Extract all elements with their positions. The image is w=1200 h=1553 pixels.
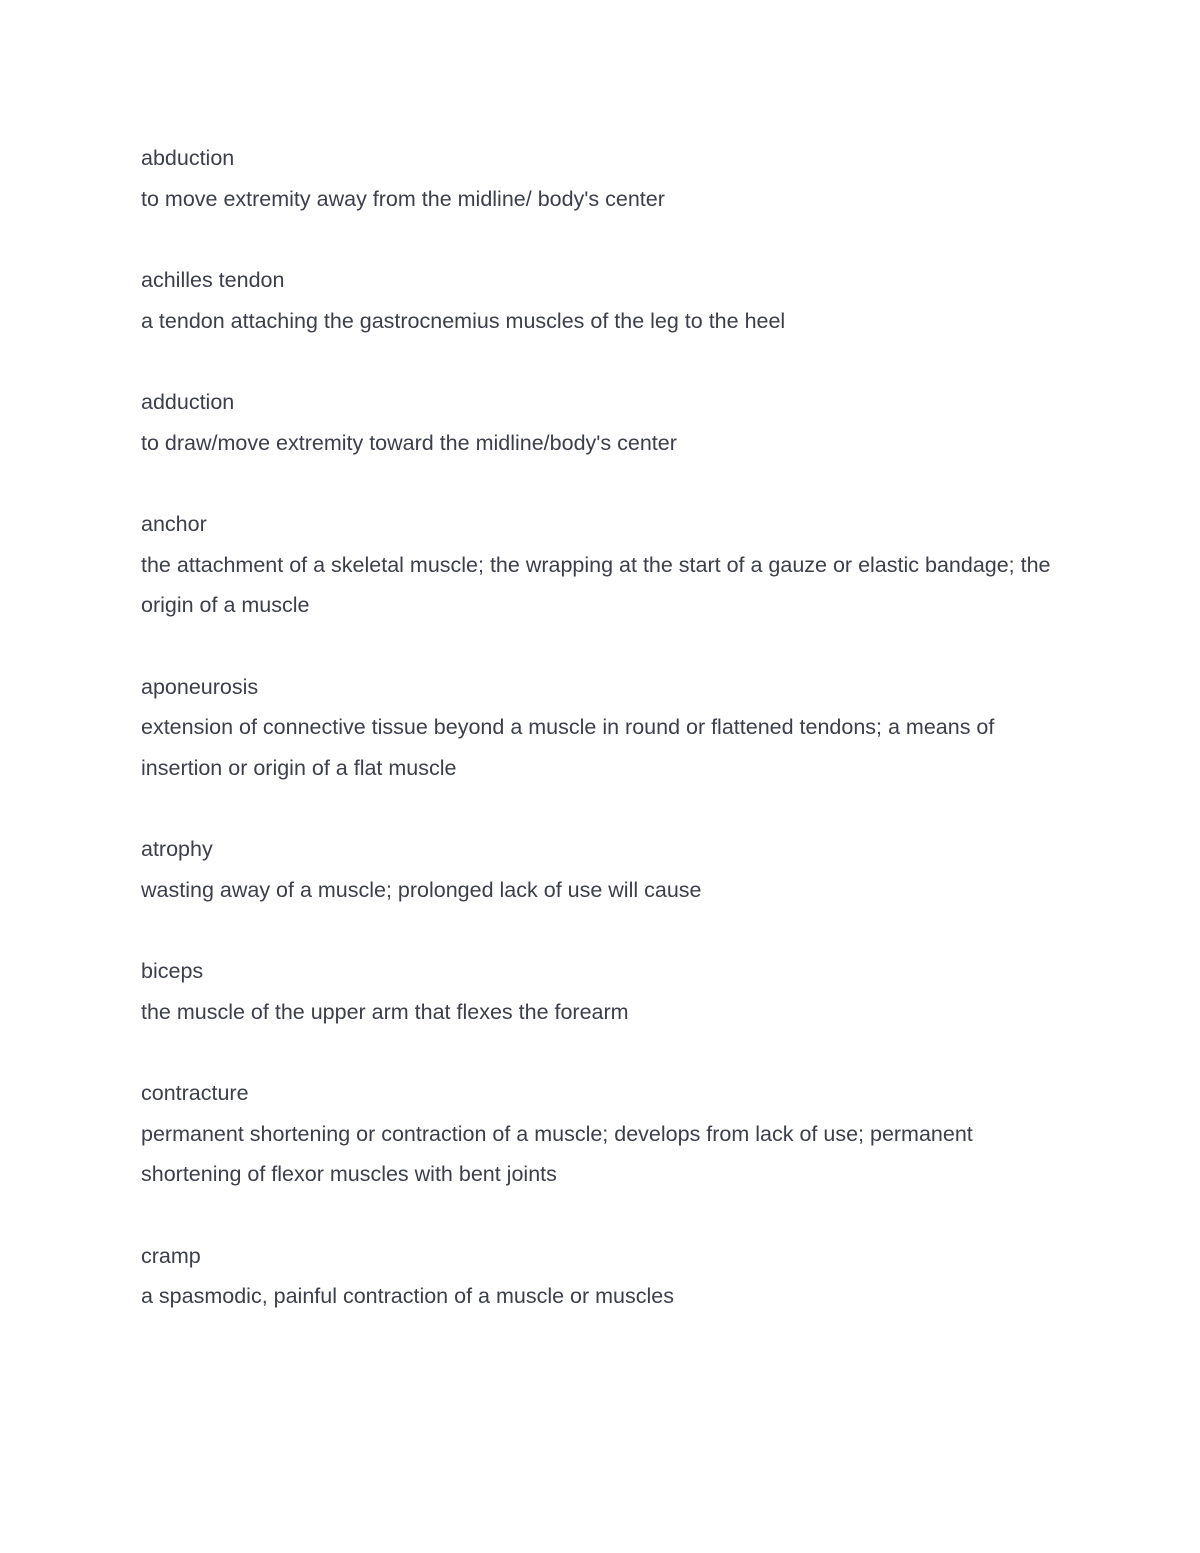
- entry-term: cramp: [141, 1243, 201, 1268]
- entry-definition: permanent shortening or contraction of a muscle; develops from lack of use; permanent shortening of flexor muscles with bent joints: [141, 1121, 973, 1186]
- entry-definition: the muscle of the upper arm that flexes the forearm: [141, 999, 629, 1024]
- entry-definition: wasting away of a muscle; prolonged lack of use will cause: [141, 877, 702, 902]
- entry-term: contracture: [141, 1081, 249, 1105]
- entry-term: abduction: [141, 146, 235, 170]
- glossary-entry: [141, 1073, 1071, 1195]
- glossary-entry: [141, 382, 1071, 463]
- entry-definition: to draw/move extremity toward the midline/body's center: [141, 430, 677, 455]
- entry-term: aponeurosis: [141, 674, 259, 699]
- entry-definition: to move extremity away from the midline/ body's center: [141, 186, 665, 211]
- glossary-entry: [141, 138, 1071, 219]
- entry-term: achilles tendon: [141, 268, 285, 292]
- glossary-entry: [141, 504, 1071, 626]
- glossary-entry: [141, 829, 1071, 910]
- entry-definition: the attachment of a skeletal muscle; the wrapping at the start of a gauze or elastic bandage; the origin of a muscle: [141, 552, 1051, 617]
- entry-term: atrophy: [141, 837, 213, 861]
- entry-term: anchor: [141, 512, 207, 536]
- entry-definition: a spasmodic, painful contraction of a muscle or muscles: [141, 1284, 674, 1308]
- entry-term: adduction: [141, 390, 235, 414]
- glossary-entry: [141, 667, 1071, 789]
- glossary-entry: [141, 951, 1071, 1032]
- entry-definition: a tendon attaching the gastrocnemius muscles of the leg to the heel: [141, 308, 786, 333]
- document-page: [141, 138, 1071, 1358]
- glossary-entry: [141, 260, 1071, 341]
- glossary-entry: [141, 1236, 1071, 1317]
- entry-definition: extension of connective tissue beyond a muscle in round or flattened tendons; a means of insertion or origin of a flat muscle: [141, 715, 995, 780]
- entry-term: biceps: [141, 959, 204, 983]
